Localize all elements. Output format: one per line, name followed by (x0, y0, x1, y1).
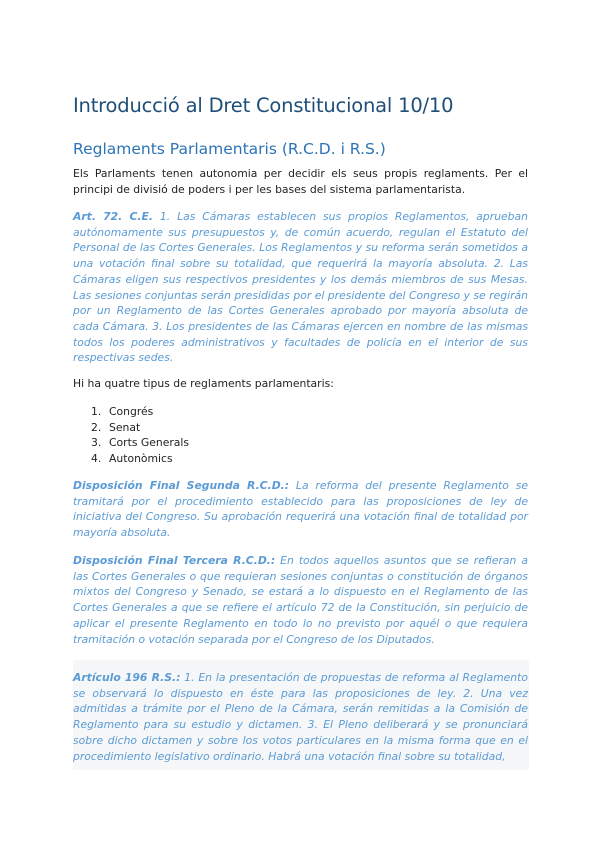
art72-text: 1. Las Cámaras establecen sus propios Reglamentos, aprueban autónomamente sus presupuestos y, de común acuerdo, regulan el Estatuto del Personal de las Cortes Generales. Los Reglamentos y su reforma serán sometidos a una votación final sobre su totalidad, que requerirá la mayoría absoluta. 2. Las Cámaras eligen sus respectivos presidentes y los demás miembros de sus Mesas. Las sesiones conjuntas serán presididas por el presidente del Congreso y se regirán por un Reglamento de las Cortes Generales aprobado por mayoría absoluta de cada Cámara. 3. Los presidentes de las Cámaras ejercen en nombre de las mismas todos los poderes administrativos y facultades de policía en el interior de sus respectivas sedes. (73, 210, 528, 365)
reglaments-list (91, 404, 189, 466)
list-item: 1. Congrés (91, 405, 154, 418)
disposicion-segunda-label: Disposición Final Segunda R.C.D.: (73, 479, 290, 492)
document-title: Introducció al Dret Constitucional 10/10 (73, 94, 454, 117)
list-intro: Hi ha quatre tipus de reglaments parlamentaris: (73, 377, 334, 390)
section-title: Reglaments Parlamentaris (R.C.D. i R.S.) (73, 140, 386, 158)
disposicion-tercera-quote (73, 553, 528, 647)
list-item: 2. Senat (91, 420, 141, 434)
disposicion-segunda-quote (73, 478, 528, 541)
list-item: 4. Autonòmics (91, 451, 173, 465)
art196-text: 1. En la presentación de propuestas de reforma al Reglamento se observará lo dispuesto en éste para las proposiciones de ley. 2. Una vez admitidas a trámite por el Pleno de la Cámara, serán remitidas a la Comisión de Reglamento para su estudio y dictamen. 3. El Pleno deliberará y se pronunciará sobre dicho dictamen y sobre los votos particulares en la misma forma que en el procedimiento legislativo ordinario. Habrá una votación final sobre su totalidad, (73, 671, 528, 763)
list-item: 3. Corts Generals (91, 436, 190, 450)
art196-label: Artículo 196 R.S.: (73, 671, 181, 684)
art196-quote (73, 670, 528, 764)
art72-quote (73, 209, 528, 366)
intro-paragraph: Els Parlaments tenen autonomia per decidir els seus propis reglaments. Per el principi de divisió de poders i per les bases del sistema parlamentarista. (73, 167, 528, 196)
disposicion-segunda-text: La reforma del presente Reglamento se tramitará por el procedimiento establecido para las proposiciones de ley de iniciativa del Congreso. Su aprobación requerirá una votación final de totalidad por mayoría absoluta. (73, 479, 528, 540)
disposicion-tercera-text: En todos aquellos asuntos que se refieran a las Cortes Generales o que requieran sesiones conjuntas o constitución de órganos mixtos del Congreso y Senado, se estará a lo dispuesto en el Reglamento de las Cortes Generales a que se refiere el artículo 72 de la Constitución, sin perjuicio de aplicar el presente Reglamento en todo lo no previsto por aquél o que requiera tramitación o votación separada por el Congreso de los Diputados. (73, 554, 528, 646)
art72-label: Art. 72. C.E. (73, 210, 154, 223)
disposicion-tercera-label: Disposición Final Tercera R.C.D.: (73, 554, 276, 567)
